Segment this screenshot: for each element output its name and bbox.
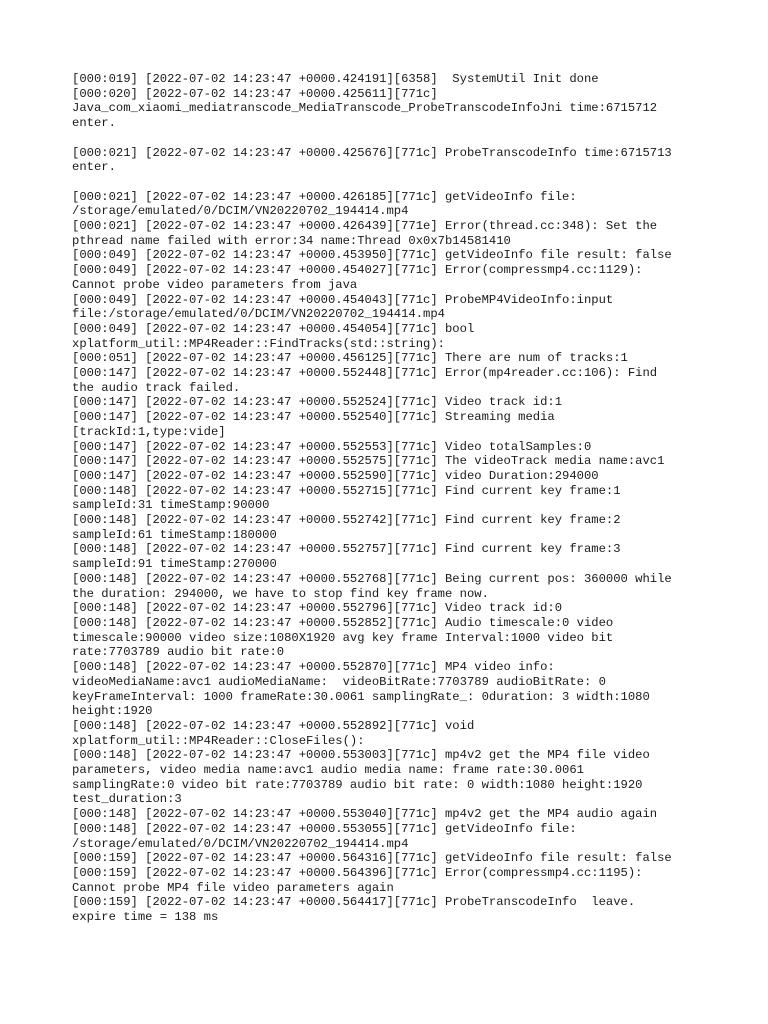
log-line: keyFrameInterval: 1000 frameRate:30.0061 samplingRate_: 0duration: 3 width:1080 [72,689,650,704]
log-line: pthread name failed with error:34 name:Thread 0x0x7b14581410 [72,233,511,248]
log-line: enter. [72,160,116,175]
log-line: file:/storage/emulated/0/DCIM/VN20220702_194414.mp4 [72,307,445,322]
log-line: [000:147] [2022-07-02 14:23:47 +0000.552448][771c] Error(mp4reader.cc:106): Find [72,366,658,381]
log-line: /storage/emulated/0/DCIM/VN20220702_194414.mp4 [72,204,409,219]
log-line: expire time = 138 ms [72,910,219,925]
log-line: the audio track failed. [72,380,241,395]
log-line: [000:049] [2022-07-02 14:23:47 +0000.454054][771c] bool [72,321,475,336]
log-line: [000:049] [2022-07-02 14:23:47 +0000.454027][771c] Error(compressmp4.cc:1129): [72,263,643,278]
log-line: [000:021] [2022-07-02 14:23:47 +0000.426439][771e] Error(thread.cc:348): Set the [72,219,658,233]
log-line: [000:159] [2022-07-02 14:23:47 +0000.564396][771c] Error(compressmp4.cc:1195): [72,865,643,880]
log-line: [000:148] [2022-07-02 14:23:47 +0000.553003][771c] mp4v2 get the MP4 file video [72,748,650,763]
log-line: xplatform_util::MP4Reader::FindTracks(std::string): [72,336,445,351]
log-line: /storage/emulated/0/DCIM/VN20220702_194414.mp4 [72,836,409,851]
log-document [72,72,732,925]
log-line: [000:147] [2022-07-02 14:23:47 +0000.552575][771c] The videoTrack media name:avc1 [72,454,665,469]
log-line: [000:148] [2022-07-02 14:23:47 +0000.553055][771c] getVideoInfo file: [72,821,577,836]
log-line: [000:148] [2022-07-02 14:23:47 +0000.552852][771c] Audio timescale:0 video [72,615,614,630]
log-line: the duration: 294000, we have to stop find key frame now. [72,586,489,601]
log-line: timescale:90000 video size:1080X1920 avg key frame Interval:1000 video bit [72,630,614,645]
log-line: height:1920 [72,704,153,719]
log-line: [000:021] [2022-07-02 14:23:47 +0000.425676][771c] ProbeTranscodeInfo time:6715713 [72,145,672,160]
log-line: parameters, video media name:avc1 audio media name: frame rate:30.0061 [72,763,584,778]
log-line: [000:021] [2022-07-02 14:23:47 +0000.426185][771c] getVideoInfo file: [72,189,577,204]
log-line: sampleId:91 timeStamp:270000 [72,557,277,572]
log-line: xplatform_util::MP4Reader::CloseFiles(): [72,733,365,748]
log-line: [000:147] [2022-07-02 14:23:47 +0000.552524][771c] Video track id:1 [72,395,563,410]
log-line: [000:147] [2022-07-02 14:23:47 +0000.552590][771c] video Duration:294000 [72,468,599,483]
log-line: test_duration:3 [72,792,182,807]
log-line: [000:159] [2022-07-02 14:23:47 +0000.564417][771c] ProbeTranscodeInfo leave. [72,895,636,910]
log-line: [000:159] [2022-07-02 14:23:47 +0000.564316][771c] getVideoInfo file result: false [72,851,672,866]
log-line: Cannot probe MP4 file video parameters again [72,880,394,895]
log-line [72,175,732,190]
log-line: [000:148] [2022-07-02 14:23:47 +0000.552757][771c] Find current key frame:3 [72,542,621,557]
log-line: sampleId:31 timeStamp:90000 [72,498,270,513]
log-line: [000:148] [2022-07-02 14:23:47 +0000.552796][771c] Video track id:0 [72,601,563,616]
log-line: [trackId:1,type:vide] [72,424,226,439]
log-line: Cannot probe video parameters from java [72,277,358,292]
log-line: videoMediaName:avc1 audioMediaName: videoBitRate:7703789 audioBitRate: 0 [72,674,606,689]
log-line [72,131,732,146]
log-line: samplingRate:0 video bit rate:7703789 audio bit rate: 0 width:1080 height:1920 [72,777,643,792]
log-line: [000:020] [2022-07-02 14:23:47 +0000.425611][771c] [72,86,438,101]
log-line: [000:049] [2022-07-02 14:23:47 +0000.454043][771c] ProbeMP4VideoInfo:input [72,292,614,307]
log-line: enter. [72,116,116,131]
log-line: [000:051] [2022-07-02 14:23:47 +0000.456125][771c] There are num of tracks:1 [72,351,628,366]
log-line: [000:148] [2022-07-02 14:23:47 +0000.552715][771c] Find current key frame:1 [72,483,621,498]
log-line: [000:148] [2022-07-02 14:23:47 +0000.552768][771c] Being current pos: 360000 while [72,571,672,586]
log-line: [000:147] [2022-07-02 14:23:47 +0000.552553][771c] Video totalSamples:0 [72,439,592,454]
log-line: [000:148] [2022-07-02 14:23:47 +0000.552892][771c] void [72,718,475,733]
log-line: [000:148] [2022-07-02 14:23:47 +0000.552870][771c] MP4 video info: [72,660,555,675]
log-line: [000:049] [2022-07-02 14:23:47 +0000.453950][771c] getVideoInfo file result: false [72,248,672,263]
log-line: Java_com_xiaomi_mediatranscode_MediaTranscode_ProbeTranscodeInfoJni time:6715712 [72,101,658,116]
log-line: [000:147] [2022-07-02 14:23:47 +0000.552540][771c] Streaming media [72,410,555,425]
log-line: [000:148] [2022-07-02 14:23:47 +0000.552742][771c] Find current key frame:2 [72,513,621,528]
log-line: [000:148] [2022-07-02 14:23:47 +0000.553040][771c] mp4v2 get the MP4 audio again [72,807,658,822]
log-line: [000:019] [2022-07-02 14:23:47 +0000.424191][6358] SystemUtil Init done [72,72,599,86]
log-line: rate:7703789 audio bit rate:0 [72,645,285,660]
log-line: sampleId:61 timeStamp:180000 [72,527,277,542]
